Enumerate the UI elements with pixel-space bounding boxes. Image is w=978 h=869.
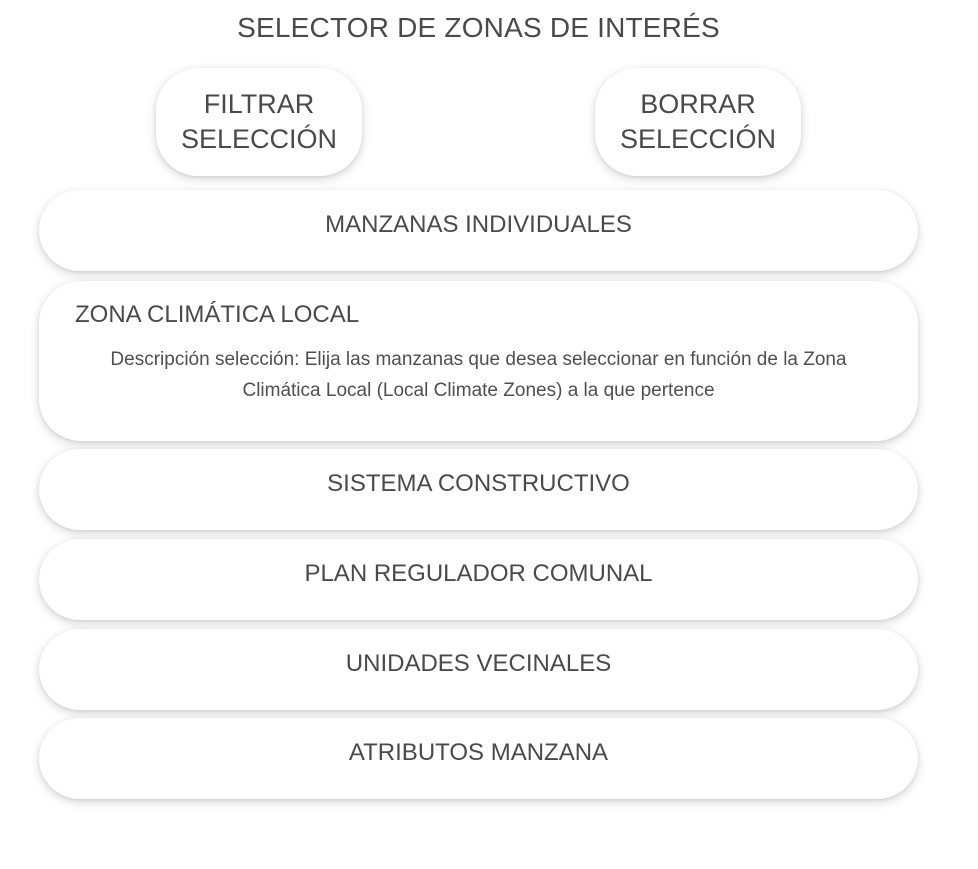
section-heading: ZONA CLIMÁTICA LOCAL [75,301,360,328]
filter-selection-label-line1: FILTRAR [203,89,315,119]
section-label: UNIDADES VECINALES [345,650,612,677]
section-zona-climatica-local[interactable] [39,281,918,441]
section-atributos-manzana[interactable] [39,718,918,799]
section-label: MANZANAS INDIVIDUALES [325,211,632,238]
section-sistema-constructivo[interactable] [39,449,918,530]
section-label: ATRIBUTOS MANZANA [348,739,609,766]
clear-selection-button[interactable] [595,68,801,176]
section-unidades-vecinales[interactable] [39,629,918,710]
filter-selection-button[interactable] [156,68,362,176]
clear-selection-label-line2: SELECCIÓN [619,124,777,154]
page-title: SELECTOR DE ZONAS DE INTERÉS [237,12,720,43]
section-label: PLAN REGULADOR COMUNAL [304,560,653,587]
section-manzanas-individuales[interactable] [39,190,918,271]
clear-selection-label-line1: BORRAR [640,89,756,119]
section-plan-regulador-comunal[interactable] [39,539,918,620]
filter-selection-label-line2: SELECCIÓN [180,124,338,154]
section-description: Descripción selección: Elija las manzanas que desea seleccionar en función de la Zona Climática Local (Local Climate Zones) a la que pertence [110,349,847,401]
section-label: SISTEMA CONSTRUCTIVO [327,470,630,497]
